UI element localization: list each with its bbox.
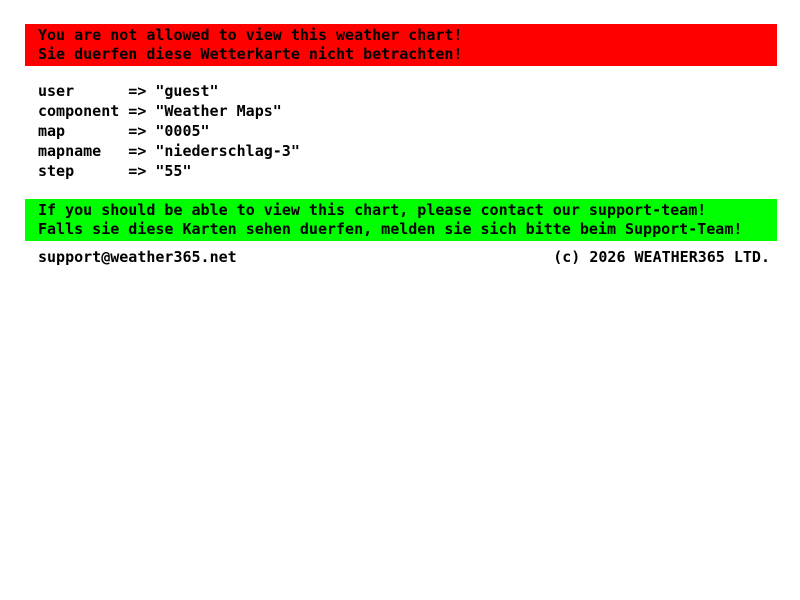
detail-value: "55" xyxy=(155,162,192,180)
support-banner-line-german: Falls sie diese Karten sehen duerfen, melden sie sich bitte beim Support-Team! xyxy=(38,220,743,238)
error-banner-line-english: You are not allowed to view this weather chart! xyxy=(38,26,463,44)
detail-row-mapname xyxy=(38,141,300,161)
detail-row-step xyxy=(38,161,300,181)
detail-value: "niederschlag-3" xyxy=(155,142,300,160)
copyright-notice: (c) 2026 WEATHER365 LTD. xyxy=(553,248,770,266)
support-banner-line-english: If you should be able to view this chart, please contact our support-team! xyxy=(38,201,707,219)
arrow-glyph: => xyxy=(128,162,147,180)
footer xyxy=(38,249,770,265)
detail-value: "Weather Maps" xyxy=(155,102,282,120)
request-details xyxy=(38,81,300,181)
detail-key: mapname xyxy=(38,142,102,160)
detail-value: "guest" xyxy=(155,82,219,100)
arrow-glyph: => xyxy=(128,122,147,140)
support-banner xyxy=(25,199,777,241)
arrow-glyph: => xyxy=(128,82,147,100)
detail-key: step xyxy=(38,162,75,180)
arrow-glyph: => xyxy=(128,102,147,120)
detail-key: component xyxy=(38,102,120,120)
arrow-glyph: => xyxy=(128,142,147,160)
detail-row-map xyxy=(38,121,300,141)
detail-row-component xyxy=(38,101,300,121)
detail-key: user xyxy=(38,82,75,100)
error-banner-line-german: Sie duerfen diese Wetterkarte nicht betrachten! xyxy=(38,45,463,63)
detail-value: "0005" xyxy=(155,122,210,140)
detail-row-user xyxy=(38,81,300,101)
detail-key: map xyxy=(38,122,66,140)
error-banner xyxy=(25,24,777,66)
support-email: support@weather365.net xyxy=(38,248,237,266)
